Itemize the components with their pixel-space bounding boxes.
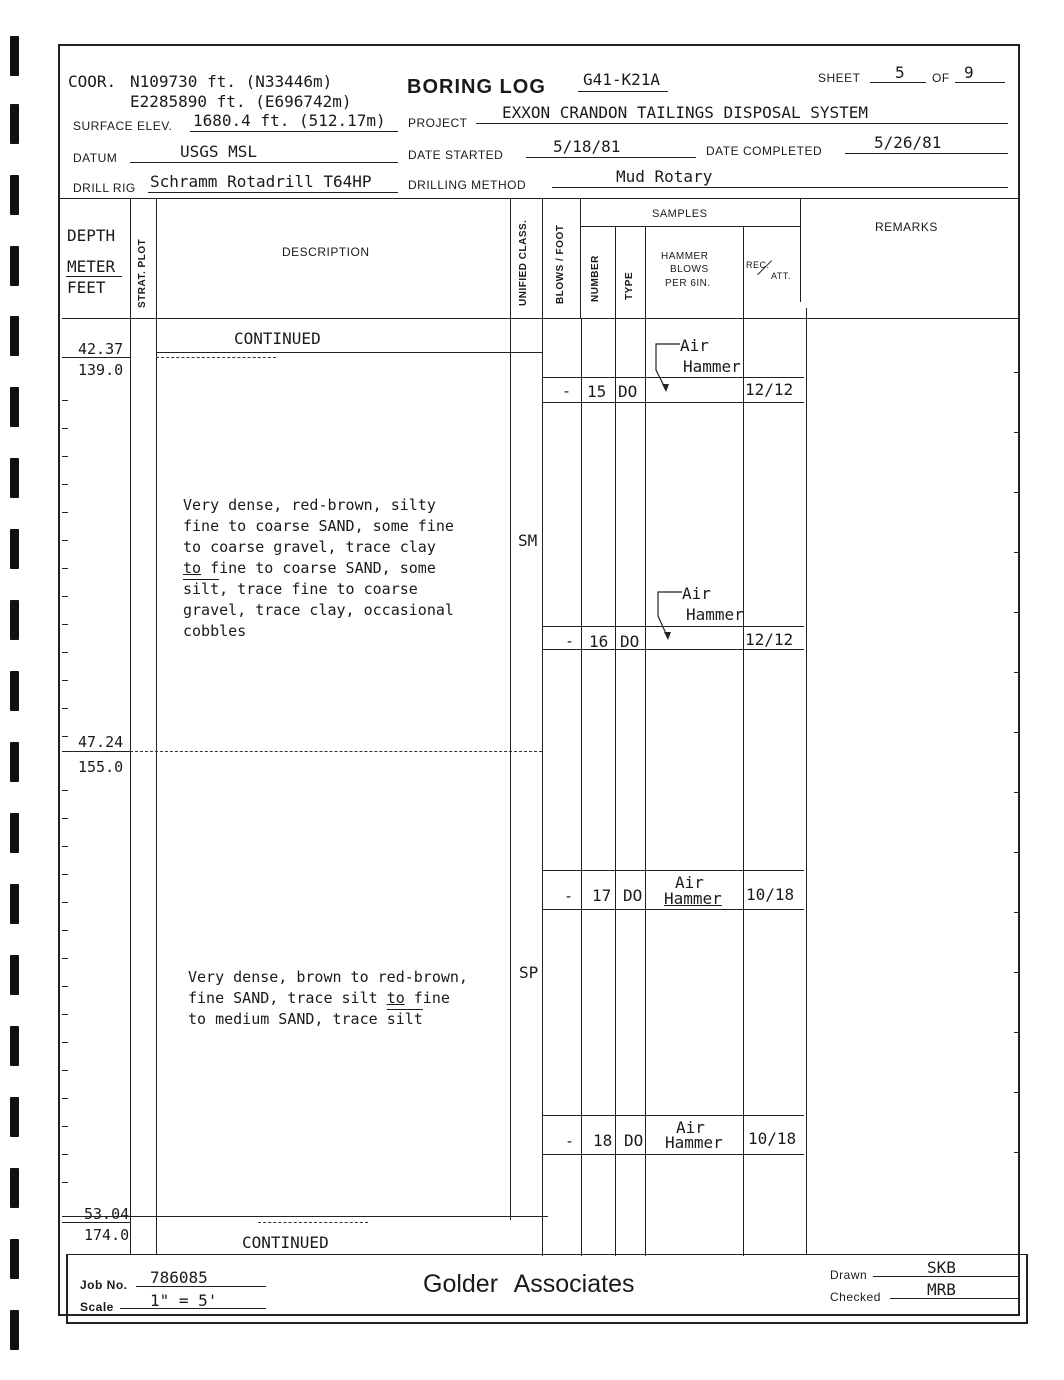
sheet-number: 5	[895, 63, 905, 82]
binder-hole	[10, 175, 19, 215]
datum-label: DATUM	[73, 151, 118, 165]
per-6in-header: PER 6IN.	[665, 278, 711, 289]
sample-blows: -	[565, 632, 575, 650]
drilling-method-label: DRILLING METHOD	[408, 178, 527, 192]
sample-type: DO	[620, 632, 640, 651]
binder-hole	[10, 955, 19, 995]
sample-rec-att: 12/12	[745, 630, 794, 649]
header-divider	[58, 198, 1020, 199]
unified-class-sp: SP	[519, 963, 539, 982]
layer-description: Very dense, brown to red-brown, fine SAND, trace silt to fine to medium SAND, trace silt	[188, 968, 468, 1028]
sample-type: DO	[624, 1131, 644, 1150]
binder-hole	[10, 742, 19, 782]
company-name: Golder Associates	[423, 1270, 635, 1298]
binder-hole	[10, 387, 19, 427]
boring-log-title: BORING LOG	[407, 76, 546, 98]
hammer-note: Air	[675, 873, 704, 892]
coor-label: COOR.	[68, 72, 117, 91]
blows-foot-header: BLOWS / FOOT	[555, 224, 566, 304]
samples-header: SAMPLES	[652, 208, 708, 220]
binder-hole	[10, 1239, 19, 1279]
continued-top: CONTINUED	[234, 329, 321, 348]
sample-blows: -	[565, 1132, 575, 1150]
air-hammer-arrow-icon	[652, 588, 686, 644]
depth-feet: 139.0	[78, 361, 124, 379]
type-header: TYPE	[624, 271, 635, 300]
sample-number: 16	[589, 632, 609, 651]
sheet-label: SHEET	[818, 71, 861, 85]
binder-hole	[10, 813, 19, 853]
att-header: ATT.	[771, 271, 791, 281]
boring-log-frame	[58, 44, 1020, 1316]
binder-hole	[10, 36, 19, 76]
drawn-label: Drawn	[830, 1268, 868, 1282]
surface-elev-value: 1680.4 ft. (512.17m)	[193, 111, 386, 130]
surface-elev-label: SURFACE ELEV.	[73, 119, 173, 133]
sample-blows: -	[564, 887, 574, 905]
binder-hole	[10, 316, 19, 356]
binder-hole	[10, 1097, 19, 1137]
sample-type: DO	[618, 382, 638, 401]
depth-feet: 174.0	[84, 1226, 130, 1244]
sample-rec-att: 10/18	[748, 1129, 797, 1148]
strat-plot-header: STRAT. PLOT	[137, 238, 148, 308]
rec-header: REC.	[746, 260, 770, 270]
checked-label: Checked	[830, 1290, 881, 1304]
sample-type: DO	[623, 886, 643, 905]
project-label: PROJECT	[408, 116, 468, 130]
date-started-label: DATE STARTED	[408, 148, 504, 162]
remarks-header: REMARKS	[875, 220, 938, 234]
hammer-note: Hammer	[664, 889, 722, 908]
unified-class-header: UNIFIED CLASS.	[518, 219, 529, 306]
job-number-label: Job No.	[80, 1278, 128, 1292]
binder-hole	[10, 600, 19, 640]
number-header: NUMBER	[590, 255, 601, 302]
hammer-note: Air	[680, 336, 709, 355]
binder-hole	[10, 458, 19, 498]
unified-class-sm: SM	[518, 531, 538, 550]
sample-rec-att: 10/18	[746, 885, 795, 904]
binder-hole	[10, 529, 19, 569]
depth-meter: 53.04	[84, 1205, 130, 1223]
depth-meter: 42.37	[78, 340, 124, 358]
binder-hole	[10, 1026, 19, 1066]
binder-hole	[10, 671, 19, 711]
hammer-header: HAMMER	[661, 251, 709, 262]
layer-description: Very dense, red-brown, silty fine to coarse SAND, some fine to coarse gravel, trace clay to fine to coarse SAND, some silt, trace fine to coarse gravel, trace clay, occasional cobbles	[183, 496, 454, 640]
sample-blows: -	[562, 382, 572, 400]
hammer-note: Hammer	[686, 605, 744, 624]
drawn-value: SKB	[927, 1258, 956, 1277]
binder-hole	[10, 104, 19, 144]
sample-number: 15	[587, 382, 607, 401]
air-hammer-arrow-icon	[650, 340, 684, 396]
log-id: G41-K21A	[583, 70, 661, 89]
depth-feet: 155.0	[78, 758, 124, 776]
sample-number: 17	[592, 886, 612, 905]
date-completed-label: DATE COMPLETED	[706, 144, 823, 158]
continued-bottom: CONTINUED	[242, 1233, 329, 1252]
hammer-note: Hammer	[683, 357, 741, 376]
hammer-note: Air	[682, 584, 711, 603]
hammer-note: Air	[676, 1118, 705, 1137]
drill-rig-value: Schramm Rotadrill T64HP	[150, 172, 372, 191]
depth-header: DEPTH	[67, 226, 116, 245]
binder-hole	[10, 1310, 19, 1350]
sample-number: 18	[593, 1131, 613, 1150]
of-label: OF	[932, 71, 950, 85]
date-started-value: 5/18/81	[553, 137, 621, 156]
coor-north: N109730 ft. (N33446m)	[130, 72, 333, 91]
coor-east: E2285890 ft. (E696742m)	[130, 92, 352, 111]
meter-header: METER	[67, 257, 116, 276]
checked-value: MRB	[927, 1280, 956, 1299]
blows-header: BLOWS	[670, 264, 709, 275]
scale-label: Scale	[80, 1300, 114, 1314]
sample-rec-att: 12/12	[745, 380, 794, 399]
scale-value: 1" = 5'	[150, 1291, 218, 1310]
binder-hole	[10, 1168, 19, 1208]
depth-meter: 47.24	[78, 733, 124, 751]
job-number-value: 786085	[150, 1268, 208, 1287]
feet-header: FEET	[67, 278, 106, 297]
datum-value: USGS MSL	[180, 142, 258, 161]
drilling-method-value: Mud Rotary	[616, 167, 713, 186]
sheet-total: 9	[964, 63, 974, 82]
drill-rig-label: DRILL RIG	[73, 181, 136, 195]
binder-hole	[10, 246, 19, 286]
date-completed-value: 5/26/81	[874, 133, 942, 152]
binder-hole	[10, 884, 19, 924]
description-header: DESCRIPTION	[282, 245, 370, 259]
hammer-note: Hammer	[665, 1133, 723, 1152]
project-value: EXXON CRANDON TAILINGS DISPOSAL SYSTEM	[502, 103, 869, 122]
